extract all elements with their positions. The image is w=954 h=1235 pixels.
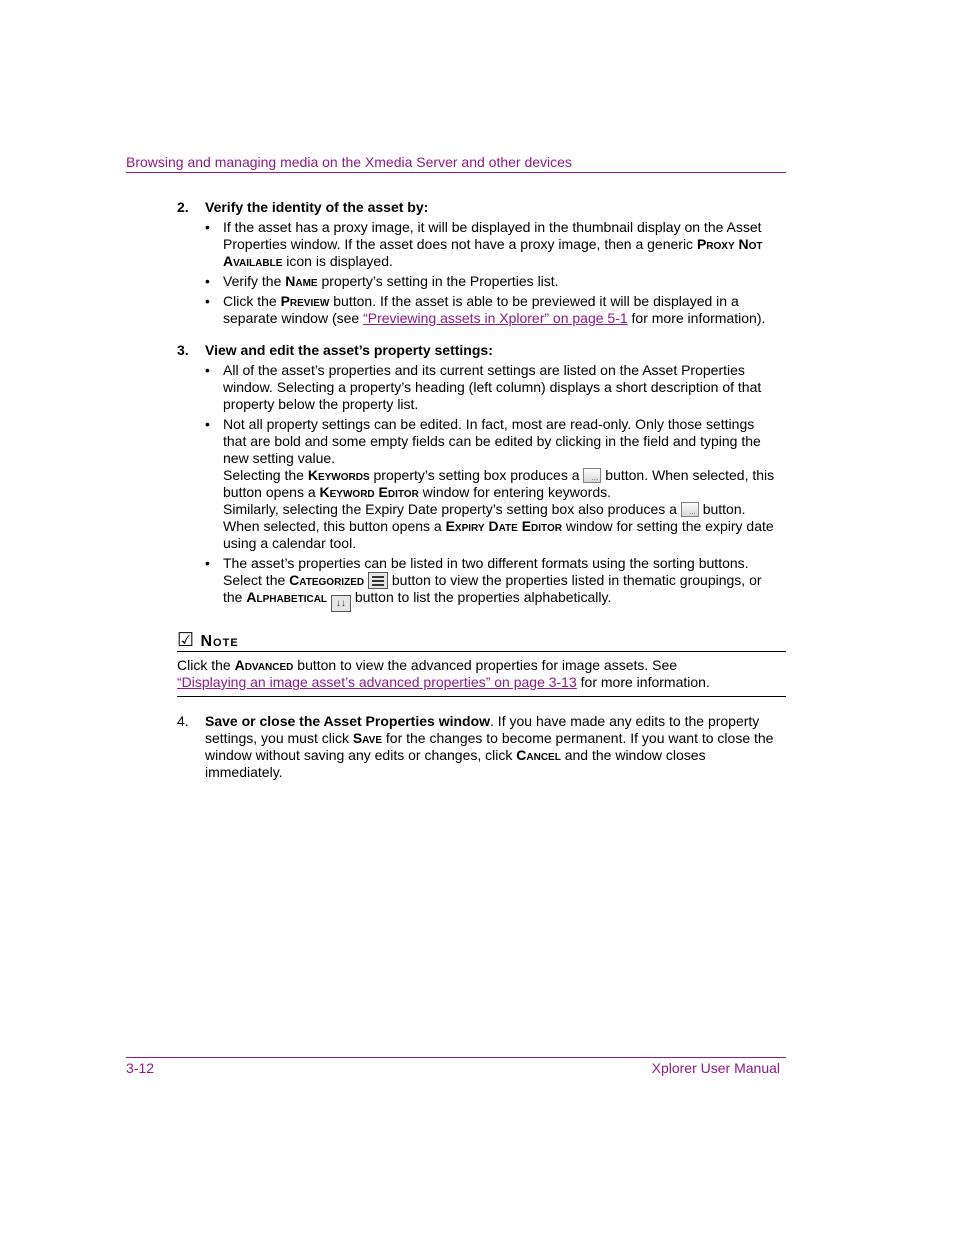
advanced-properties-link[interactable]: “Displaying an image asset’s advanced properties” on page 3-13 [177,674,577,690]
step-3 [177,342,777,359]
previewing-assets-link[interactable]: “Previewing assets in Xplorer” on page 5-1 [363,310,628,326]
note-title: ☑ Note [177,630,239,651]
step-2 [177,199,777,216]
step-3-bullets [205,362,777,612]
ellipsis-button-icon: … [583,468,601,483]
note-body: Click the Advanced button to view the advanced properties for image assets. See “Displaying an image asset’s advanced properties” on page 3-13 for more information. [177,657,710,690]
step-heading: Verify the identity of the asset by: [205,199,429,215]
header-rule [126,172,786,173]
note-top-rule [177,651,786,652]
running-header: Browsing and managing media on the Xmedia Server and other devices [126,154,572,170]
main-content [177,199,777,615]
list-item: • The asset’s properties can be listed in two different formats using the sorting buttons. Select the Categorized button to view the properties listed in thematic groupings, or the Alphabetical ↓↓ button to list the properties alphabetically. [205,555,777,612]
step-heading: View and edit the asset’s property settings: [205,342,493,358]
page-number: 3-12 [126,1060,155,1076]
step-2-bullets [205,219,777,327]
ellipsis-button-icon: … [681,502,699,517]
list-item: • Verify the Name property’s setting in the Properties list. [205,273,559,289]
list-item: • If the asset has a proxy image, it will be displayed in the thumbnail display on the Asset Properties window. If the asset does not have a proxy image, then a generic Proxy Not Available icon is displayed. [205,219,763,269]
list-item: • Not all property settings can be edited. In fact, most are read-only. Only those settings that are bold and some empty fields can be edited by clicking in the field and typing the new setting value. Selecting the Keywords property’s setting box produces a … button. When selected, this button opens a Keyword Editor window for entering keywords. Similarly, selecting the Expiry Date property’s setting box also produces a … button. When selected, this button opens a Expiry Date Editor window for setting the expiry date using a calendar tool. [205,416,775,551]
step-number: 2. [177,199,189,215]
note-bottom-rule [177,696,786,697]
step-4: 4. Save or close the Asset Properties window. If you have made any edits to the property settings, you must click Save for the changes to become permanent. If you want to close the window without saving any edits or changes, click Cancel and the window closes immediately. [177,713,774,780]
footer-rule [126,1057,786,1058]
manual-title: Xplorer User Manual [651,1060,780,1076]
list-item: • Click the Preview button. If the asset is able to be previewed it will be displayed in a separate window (see “Previewing assets in Xplorer” on page 5-1 for more information). [205,293,766,326]
step-number: 4. [177,713,189,729]
step-number: 3. [177,342,189,358]
categorized-icon [368,572,388,589]
list-item: • All of the asset’s properties and its current settings are listed on the Asset Properties window. Selecting a property’s heading (left column) displays a short description of that property below the property list. [205,362,762,412]
checkbox-icon: ☑ [177,630,196,651]
alphabetical-sort-icon: ↓↓ [331,595,351,612]
